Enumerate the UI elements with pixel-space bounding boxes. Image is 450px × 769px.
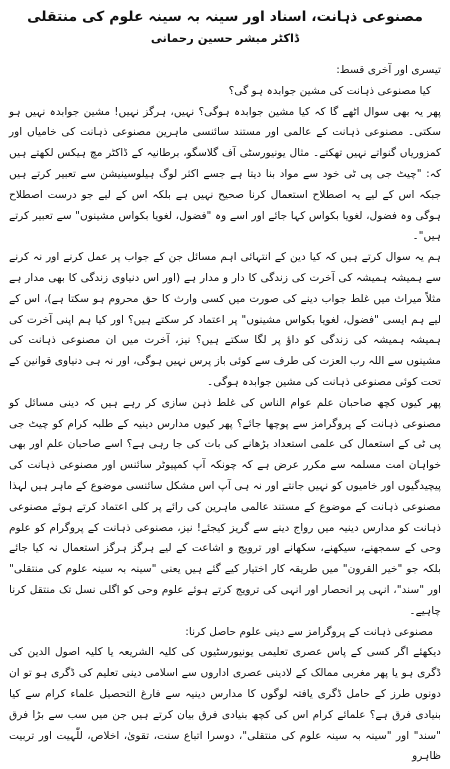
part-label: تیسری اور آخری قسط: (336, 64, 441, 76)
paragraph-2: ہم یہ سوال کرتے ہیں کہ کیا دین کے انتہائی اہم مسائل جن کے جواب پر عمل کرنے اور نہ کرنے سے ہمیشہ ہمیشہ کی آخرت کی زندگی کا دار و مدار ہے (اور اس دنیاوی زندگی کا بھی مدار ہے مثلاً میراث میں غلط جواب دینے کی صورت میں کسی وارث کا حق محروم ہو سکتا ہے)، اس کے لیے ہم ایسی "فضول، لغویا بکواس مشینوں" پر اعتماد کر سکتے ہیں؟ اور کیا ہم اپنی آخرت کی ہمیشہ ہمیشہ کی زندگی کو داؤ پر لگا سکتے ہیں؟ نیز، آخرت میں ان مصنوعی ذہانت کی مشینوں سے اللہ رب العزت کی طرف سے کوئی باز پرس نہیں ہوگی، اور نہ ہی دنیاوی قوانین کے تحت کوئی مصنوعی ذہانت کی مشین جوابدہ ہوگی۔ (9, 251, 441, 388)
article-body (9, 60, 441, 767)
section-subheading: مصنوعی ذہانت کے پروگرامز سے دینی علوم حاصل کرنا: (185, 625, 433, 638)
paragraph-3: پھر کیوں کچھ صاحبان علم عوام الناس کی غلط ذہن سازی کر رہے ہیں کہ دینی مسائل کو مصنوعی ذہانت کے پروگرامز سے پوچھا جائے؟ پھر کیوں مدارس دینیہ کے طلبہ کرام کو چیٹ جی پی ٹی کے استعمال کی علمی استعداد بڑھانے کی بات کی جا رہی ہے؟ اسے صاحبان علم اور بھی خواہان امت مسلمہ سے مکرر عرض ہے کہ چونکہ آپ کمپیوٹر سائنس اور مصنوعی ذہانت کی پیچیدگیوں اور خامیوں کو نہیں جانتے اور نہ ہی آپ اس مشکل سائنسی موضوع کے ماہر ہیں لہذا مصنوعی ذہانت کے موضوع کے مستند عالمی ماہرین کی رائے پر کلی اعتماد کرتے ہوئے مصنوعی ذہانت کو مدارس دینیہ میں رواج دینے سے گریز کیجئے! نیز، مصنوعی ذہانت کے پروگرام کو علوم وحی کے سمجھنے، سیکھنے، سکھانے اور ترویج و اشاعت کے لیے ہرگز ہرگز استعمال نہ کیا جائے بلکہ جو "خیر القرون" میں طریقہ کار اختیار کیے گئے ہیں یعنی "سینہ بہ سینہ علوم کی منتقلی" اور "سند"، انہی پر انحصار اور انہی کی ترویج کرتے ہوئے علوم وحی کو اگلی نسل تک منتقل کرنا چاہیے۔ (9, 396, 441, 617)
paragraph-1: پھر یہ بھی سوال اٹھے گا کہ کیا مشین جوابدہ ہوگی؟ نہیں، ہرگز نہیں! مشین جوابدہ نہیں ہو سکتی۔ مصنوعی ذہانت کے عالمی اور مستند سائنسی ماہرین مصنوعی ذہانت کی خامیاں اور کمزوریاں گنواتے نہیں تھکتے۔ مثال یونیورسٹی آف گلاسگو، برطانیہ کے ڈاکٹر مچ ہیکس لکھتے ہیں کہ: "چیٹ جی پی ٹی خود سے مواد بنا دیتا ہے جسے اکثر لوگ ہیلوسینیشن سے تعبیر کرتے ہیں جبکہ اس کے لیے یہ اصطلاح استعمال کرنا صحیح نہیں ہے بلکہ اس کے لیے جو درست اصطلاح ہوگی وہ فضول، لغویا بکواس کہا جائے اور اسے وہ "فضول، لغویا بکواس مشینوں" سے تعبیر کرتے ہیں"۔ (9, 105, 441, 243)
article-author: ڈاکٹر مبشر حسین رحمانی (150, 31, 300, 45)
article-title: مصنوعی ذہانت، اسناد اور سینہ بہ سینہ علوم کی منتقلی (27, 9, 423, 25)
paragraph-4: دیکھئے اگر کسی کے پاس عصری تعلیمی یونیورسٹیوں کی کلیہ الشریعہ یا کلیہ اصول الدین کی ڈگری ہو یا پھر مغربی ممالک کے لادینی عصری اداروں سے اسلامی دینی تعلیم کی ڈگری ہو تو ان دونوں طرز کے حامل ڈگری یافتہ لوگوں کا مدارس دینیہ سے فارغ التحصیل علماء کرام سے کیا بنیادی فرق ہے؟ علمائے کرام اس کی کچھ بنیادی فرق بیان کرتے ہیں جن میں سب سے بڑا فرق "سند" اور "سینہ بہ سینہ علوم کی منتقلی"، دوسرا اتباع سنت، تقویٰ، اخلاص، للّٰہیت اور تربیت ظاہرو (9, 646, 441, 763)
question-heading: کیا مصنوعی ذہانت کی مشین جوابدہ ہو گی؟ (228, 84, 431, 97)
